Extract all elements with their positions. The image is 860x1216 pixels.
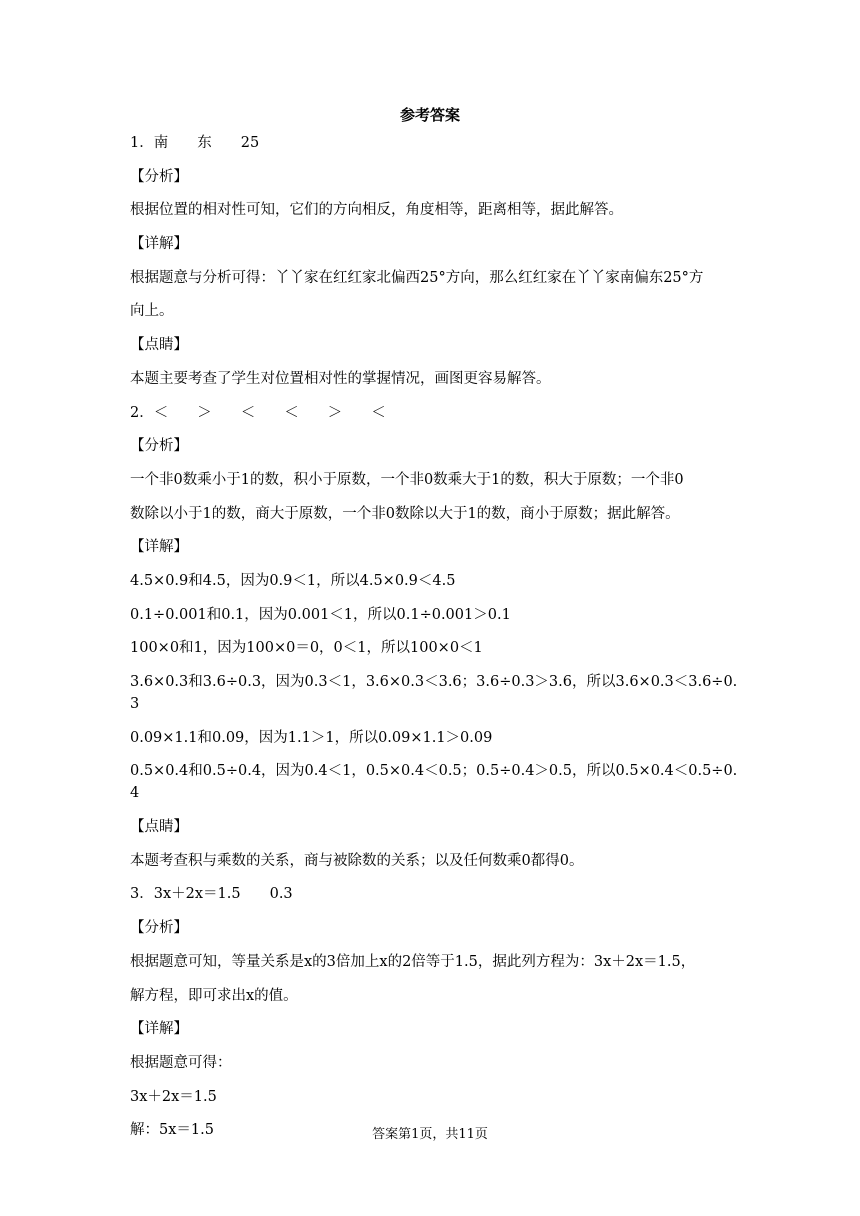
text-line: 0.1÷0.001和0.1，因为0.001＜1，所以0.1÷0.001＞0.1: [130, 606, 511, 623]
text-line: 解方程，即可求出x的值。: [130, 987, 298, 1004]
answer-content: [130, 132, 740, 1153]
text-line: 根据题意与分析可得：丫丫家在红红家北偏西25°方向，那么红红家在丫丫家南偏东25°方: [130, 269, 704, 286]
section-analysis: 【分析】: [130, 920, 188, 937]
section-detail: 【详解】: [130, 1021, 188, 1038]
text-line: 4.5×0.9和4.5，因为0.9＜1，所以4.5×0.9＜4.5: [130, 572, 456, 589]
text-line: 本题主要考查了学生对位置相对性的掌握情况，画图更容易解答。: [130, 370, 551, 387]
text-line: 0.5×0.4和0.5÷0.4，因为0.4＜1，0.5×0.4＜0.5；0.5÷0.4＞0.5，所以0.5×0.4＜0.5÷0.4: [130, 763, 738, 802]
page-title: 参考答案: [399, 106, 460, 124]
page-footer: 答案第1页，共11页: [372, 1127, 488, 1142]
answer-3: 3．3x＋2x＝1.5 0.3: [130, 886, 293, 903]
answer-2: 2．＜ ＞ ＜ ＜ ＞ ＜: [130, 404, 386, 421]
text-line: 本题考查积与乘数的关系，商与被除数的关系；以及任何数乘0都得0。: [130, 852, 584, 869]
section-comment: 【点睛】: [130, 337, 188, 354]
text-line: 根据位置的相对性可知，它们的方向相反，角度相等，距离相等，据此解答。: [130, 202, 623, 219]
equation-line: 3x＋2x＝1.5: [130, 1088, 217, 1105]
section-detail: 【详解】: [130, 236, 188, 253]
text-line: 3.6×0.3和3.6÷0.3，因为0.3＜1，3.6×0.3＜3.6；3.6÷0.3＞3.6，所以3.6×0.3＜3.6÷0.3: [130, 674, 738, 712]
equation-line: 解：5x＝1.5: [130, 1122, 214, 1139]
text-line: 0.09×1.1和0.09，因为1.1＞1，所以0.09×1.1＞0.09: [130, 729, 493, 746]
section-detail: 【详解】: [130, 539, 188, 556]
text-line: 一个非0数乘小于1的数，积小于原数，一个非0数乘大于1的数，积大于原数；一个非0: [130, 471, 684, 488]
answer-1: 1．南 东 25: [130, 135, 260, 151]
section-analysis: 【分析】: [130, 438, 188, 455]
section-comment: 【点睛】: [130, 819, 188, 836]
text-line: 根据题意可知，等量关系是x的3倍加上x的2倍等于1.5，据此列方程为：3x＋2x＝1.5，: [130, 953, 696, 970]
text-line: 数除以小于1的数，商大于原数，一个非0数除以大于1的数，商小于原数；据此解答。: [130, 505, 680, 522]
text-line: 向上。: [130, 303, 174, 320]
section-analysis: 【分析】: [130, 168, 188, 185]
text-line: 根据题意可得：: [130, 1054, 232, 1071]
text-line: 100×0和1，因为100×0＝0，0＜1，所以100×0＜1: [130, 640, 483, 657]
